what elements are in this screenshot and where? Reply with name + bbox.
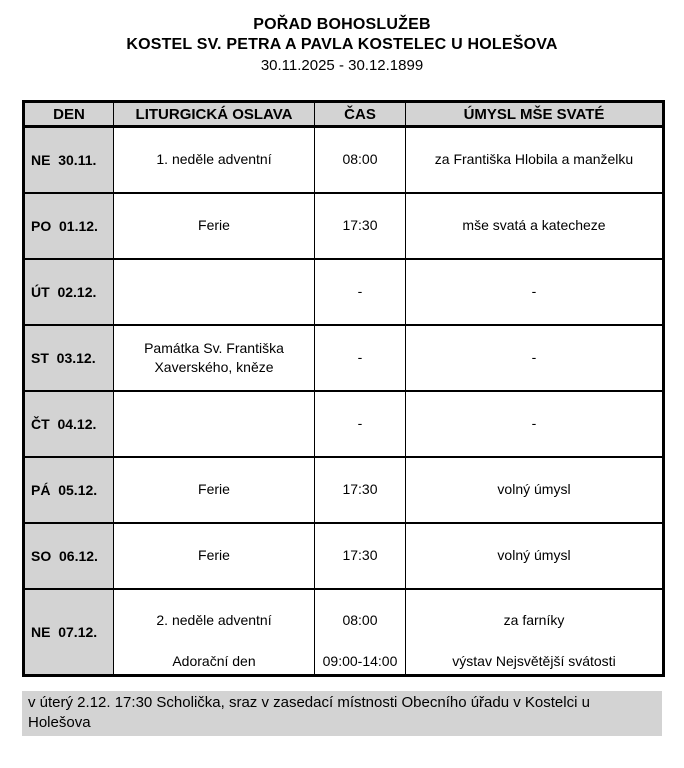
time-line: 08:00: [342, 612, 378, 628]
intention-cell: [406, 589, 664, 676]
table-header-row: [24, 102, 664, 127]
column-header-time: ČAS: [315, 102, 406, 127]
table-row-wednesday-03-12: [24, 325, 664, 391]
document-header: [0, 0, 684, 77]
intention-cell: -: [406, 259, 664, 325]
time-cell: 17:30: [315, 457, 406, 523]
table-row-friday-05-12: [24, 457, 664, 523]
day-cell: PÁ 05.12.: [24, 457, 114, 523]
celebration-cell: 1. neděle adventní: [114, 127, 315, 193]
celebration-split: [116, 590, 312, 674]
day-cell: ST 03.12.: [24, 325, 114, 391]
intention-cell: -: [406, 391, 664, 457]
celebration-cell: Ferie: [114, 193, 315, 259]
day-cell: NE 07.12.: [24, 589, 114, 676]
column-header-celebration: LITURGICKÁ OSLAVA: [114, 102, 315, 127]
day-cell: NE 30.11.: [24, 127, 114, 193]
celebration-cell: [114, 391, 315, 457]
intention-cell: volný úmysl: [406, 523, 664, 589]
table-row-monday-01-12: [24, 193, 664, 259]
schedule-table: [22, 100, 665, 677]
intention-cell: mše svatá a katecheze: [406, 193, 664, 259]
intention-cell: -: [406, 325, 664, 391]
intention-cell: volný úmysl: [406, 457, 664, 523]
intention-cell: za Františka Hlobila a manželku: [406, 127, 664, 193]
time-cell: 17:30: [315, 523, 406, 589]
footer-note: v úterý 2.12. 17:30 Scholička, sraz v zasedací místnosti Obecního úřadu v Kostelci u Holešova: [22, 691, 662, 736]
intention-line: za farníky: [503, 612, 565, 628]
time-cell: -: [315, 391, 406, 457]
time-cell: 08:00: [315, 127, 406, 193]
celebration-cell: [114, 259, 315, 325]
time-cell: [315, 589, 406, 676]
document-title: POŘAD BOHOSLUŽEB: [253, 16, 431, 33]
celebration-line: Adorační den: [172, 652, 256, 669]
celebration-cell: [114, 325, 315, 391]
table-row-saturday-06-12: [24, 523, 664, 589]
table-row-tuesday-02-12: [24, 259, 664, 325]
celebration-line: 2. neděle adventní: [156, 612, 272, 628]
day-cell: ÚT 02.12.: [24, 259, 114, 325]
day-cell: PO 01.12.: [24, 193, 114, 259]
day-cell: ČT 04.12.: [24, 391, 114, 457]
table-row-sunday-30-11: [24, 127, 664, 193]
celebration-cell: Ferie: [114, 457, 315, 523]
day-cell: SO 06.12.: [24, 523, 114, 589]
column-header-day: DEN: [24, 102, 114, 127]
intention-split: [408, 590, 660, 674]
celebration-line: Památka Sv. Františka: [144, 339, 284, 356]
time-line: 09:00-14:00: [322, 652, 398, 669]
celebration-cell: [114, 589, 315, 676]
time-cell: -: [315, 325, 406, 391]
church-name: KOSTEL SV. PETRA A PAVLA KOSTELEC U HOLEŠOVA: [126, 36, 558, 53]
intention-line: výstav Nejsvětější svátosti: [452, 652, 616, 669]
column-header-intention: ÚMYSL MŠE SVATÉ: [406, 102, 664, 127]
celebration-cell: Ferie: [114, 523, 315, 589]
time-cell: -: [315, 259, 406, 325]
date-range: 30.11.2025 - 30.12.1899: [260, 57, 424, 74]
time-split: [317, 590, 403, 674]
celebration-line: Xaverského, kněze: [154, 358, 274, 375]
table-row-thursday-04-12: [24, 391, 664, 457]
table-row-sunday-07-12: [24, 589, 664, 676]
time-cell: 17:30: [315, 193, 406, 259]
